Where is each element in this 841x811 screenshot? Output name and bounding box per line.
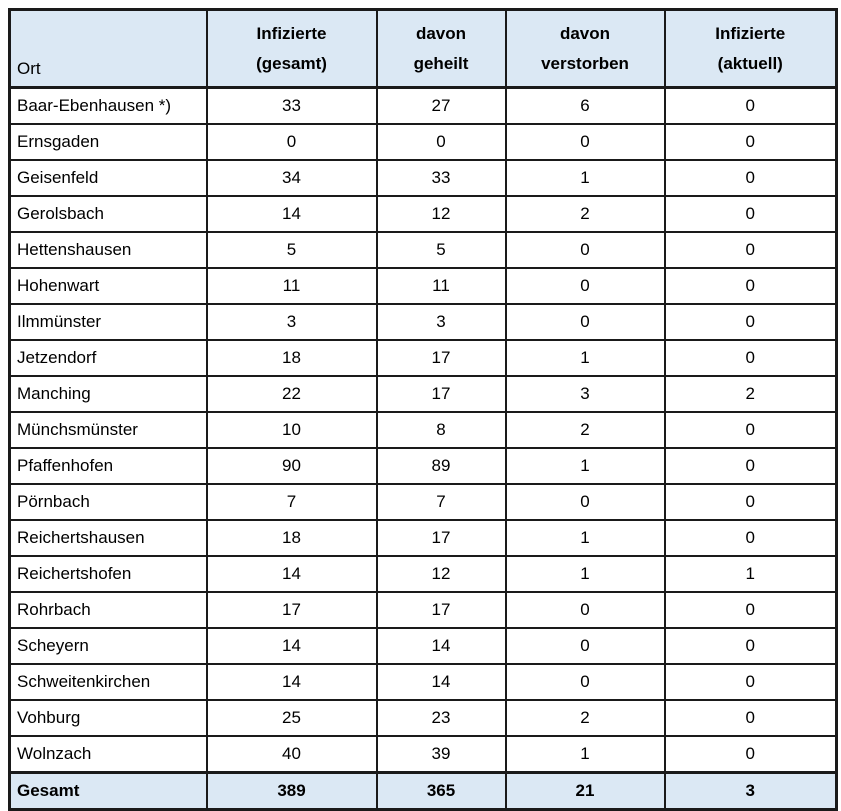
table-row [10, 448, 837, 484]
cell-infizierte-aktuell: 0 [665, 232, 837, 268]
cell-infizierte-gesamt: 14 [207, 556, 377, 592]
cell-davon-verstorben: 1 [506, 736, 665, 773]
cell-ort: Hettenshausen [10, 232, 207, 268]
cell-davon-geheilt: 12 [377, 556, 506, 592]
total-davon-geheilt: 365 [377, 773, 506, 810]
cell-infizierte-aktuell: 0 [665, 628, 837, 664]
cell-davon-verstorben: 2 [506, 700, 665, 736]
header-infizierte-aktuell [665, 10, 837, 88]
cell-ort: Jetzendorf [10, 340, 207, 376]
cell-davon-verstorben: 1 [506, 340, 665, 376]
table-row [10, 196, 837, 232]
table-body [10, 88, 837, 773]
cell-davon-geheilt: 17 [377, 592, 506, 628]
cell-davon-geheilt: 27 [377, 88, 506, 125]
cell-infizierte-gesamt: 14 [207, 664, 377, 700]
table-footer [10, 773, 837, 810]
cell-infizierte-aktuell: 0 [665, 520, 837, 556]
cell-ort: Wolnzach [10, 736, 207, 773]
total-davon-verstorben: 21 [506, 773, 665, 810]
total-infizierte-gesamt: 389 [207, 773, 377, 810]
cell-davon-geheilt: 39 [377, 736, 506, 773]
cell-infizierte-gesamt: 0 [207, 124, 377, 160]
cell-davon-verstorben: 0 [506, 628, 665, 664]
cell-infizierte-aktuell: 0 [665, 664, 837, 700]
cell-infizierte-gesamt: 25 [207, 700, 377, 736]
cell-infizierte-aktuell: 0 [665, 700, 837, 736]
cell-ort: Vohburg [10, 700, 207, 736]
table-row [10, 88, 837, 125]
cell-infizierte-gesamt: 7 [207, 484, 377, 520]
table-row [10, 520, 837, 556]
cell-infizierte-gesamt: 10 [207, 412, 377, 448]
cell-infizierte-aktuell: 0 [665, 88, 837, 125]
total-row [10, 773, 837, 810]
cell-infizierte-aktuell: 0 [665, 448, 837, 484]
cell-ort: Baar-Ebenhausen *) [10, 88, 207, 125]
cell-infizierte-aktuell: 1 [665, 556, 837, 592]
cell-davon-geheilt: 8 [377, 412, 506, 448]
table-row [10, 412, 837, 448]
cell-ort: Geisenfeld [10, 160, 207, 196]
cell-ort: Ilmmünster [10, 304, 207, 340]
cell-ort: Reichertshausen [10, 520, 207, 556]
cell-davon-geheilt: 11 [377, 268, 506, 304]
cell-davon-geheilt: 89 [377, 448, 506, 484]
total-label: Gesamt [10, 773, 207, 810]
cell-infizierte-gesamt: 40 [207, 736, 377, 773]
cell-davon-verstorben: 0 [506, 664, 665, 700]
cell-infizierte-aktuell: 0 [665, 124, 837, 160]
cell-ort: Reichertshofen [10, 556, 207, 592]
table-row [10, 484, 837, 520]
table-row [10, 376, 837, 412]
cell-davon-geheilt: 17 [377, 376, 506, 412]
cell-davon-verstorben: 2 [506, 412, 665, 448]
header-davon-verstorben-line2: verstorben [541, 53, 629, 73]
cell-infizierte-aktuell: 0 [665, 304, 837, 340]
cell-davon-verstorben: 0 [506, 124, 665, 160]
cell-davon-verstorben: 0 [506, 592, 665, 628]
cell-infizierte-gesamt: 33 [207, 88, 377, 125]
cell-davon-verstorben: 1 [506, 520, 665, 556]
cell-davon-geheilt: 17 [377, 340, 506, 376]
cell-infizierte-aktuell: 0 [665, 268, 837, 304]
cell-infizierte-gesamt: 14 [207, 628, 377, 664]
table-row [10, 736, 837, 773]
cell-davon-geheilt: 3 [377, 304, 506, 340]
header-davon-verstorben [506, 10, 665, 88]
cell-infizierte-gesamt: 3 [207, 304, 377, 340]
cell-davon-geheilt: 7 [377, 484, 506, 520]
cell-davon-geheilt: 33 [377, 160, 506, 196]
cell-ort: Münchsmünster [10, 412, 207, 448]
header-ort: Ort [10, 10, 207, 88]
cell-davon-geheilt: 0 [377, 124, 506, 160]
header-davon-geheilt-line2: geheilt [413, 53, 469, 73]
header-infizierte-gesamt-line2: (gesamt) [256, 53, 327, 73]
table-row [10, 628, 837, 664]
table-row [10, 232, 837, 268]
header-davon-verstorben-line1: davon [559, 23, 611, 43]
cell-ort: Scheyern [10, 628, 207, 664]
cell-infizierte-aktuell: 0 [665, 484, 837, 520]
cell-infizierte-aktuell: 0 [665, 736, 837, 773]
cell-infizierte-gesamt: 18 [207, 340, 377, 376]
cell-infizierte-gesamt: 14 [207, 196, 377, 232]
cell-davon-verstorben: 0 [506, 304, 665, 340]
cell-infizierte-aktuell: 0 [665, 160, 837, 196]
cell-infizierte-gesamt: 90 [207, 448, 377, 484]
cell-davon-verstorben: 1 [506, 556, 665, 592]
table-row [10, 340, 837, 376]
cell-ort: Gerolsbach [10, 196, 207, 232]
covid-statistics-table [8, 8, 838, 811]
cell-davon-geheilt: 17 [377, 520, 506, 556]
cell-davon-verstorben: 0 [506, 484, 665, 520]
table-row [10, 700, 837, 736]
header-davon-geheilt [377, 10, 506, 88]
cell-davon-verstorben: 2 [506, 196, 665, 232]
cell-ort: Pfaffenhofen [10, 448, 207, 484]
cell-infizierte-aktuell: 0 [665, 196, 837, 232]
cell-davon-verstorben: 6 [506, 88, 665, 125]
cell-infizierte-aktuell: 0 [665, 592, 837, 628]
cell-ort: Rohrbach [10, 592, 207, 628]
table-row [10, 268, 837, 304]
header-infizierte-aktuell-line1: Infizierte [715, 23, 786, 43]
total-infizierte-aktuell: 3 [665, 773, 837, 810]
cell-ort: Ernsgaden [10, 124, 207, 160]
cell-davon-verstorben: 1 [506, 160, 665, 196]
table-row [10, 664, 837, 700]
cell-infizierte-gesamt: 18 [207, 520, 377, 556]
cell-davon-geheilt: 14 [377, 664, 506, 700]
table-row [10, 592, 837, 628]
cell-davon-geheilt: 12 [377, 196, 506, 232]
header-davon-geheilt-line1: davon [415, 23, 467, 43]
cell-infizierte-gesamt: 34 [207, 160, 377, 196]
cell-davon-geheilt: 23 [377, 700, 506, 736]
table-header [10, 10, 837, 88]
cell-infizierte-aktuell: 0 [665, 412, 837, 448]
cell-davon-geheilt: 5 [377, 232, 506, 268]
cell-infizierte-aktuell: 2 [665, 376, 837, 412]
cell-infizierte-gesamt: 11 [207, 268, 377, 304]
cell-ort: Pörnbach [10, 484, 207, 520]
cell-infizierte-gesamt: 22 [207, 376, 377, 412]
header-infizierte-gesamt [207, 10, 377, 88]
cell-ort: Manching [10, 376, 207, 412]
header-row [10, 10, 837, 88]
cell-davon-verstorben: 3 [506, 376, 665, 412]
table-row [10, 556, 837, 592]
cell-infizierte-gesamt: 5 [207, 232, 377, 268]
header-infizierte-aktuell-line2: (aktuell) [717, 53, 783, 73]
cell-davon-geheilt: 14 [377, 628, 506, 664]
cell-infizierte-aktuell: 0 [665, 340, 837, 376]
table-row [10, 304, 837, 340]
cell-davon-verstorben: 0 [506, 232, 665, 268]
cell-davon-verstorben: 0 [506, 268, 665, 304]
cell-ort: Hohenwart [10, 268, 207, 304]
table-row [10, 124, 837, 160]
table-row [10, 160, 837, 196]
cell-infizierte-gesamt: 17 [207, 592, 377, 628]
header-infizierte-gesamt-line1: Infizierte [256, 23, 327, 43]
cell-davon-verstorben: 1 [506, 448, 665, 484]
cell-ort: Schweitenkirchen [10, 664, 207, 700]
